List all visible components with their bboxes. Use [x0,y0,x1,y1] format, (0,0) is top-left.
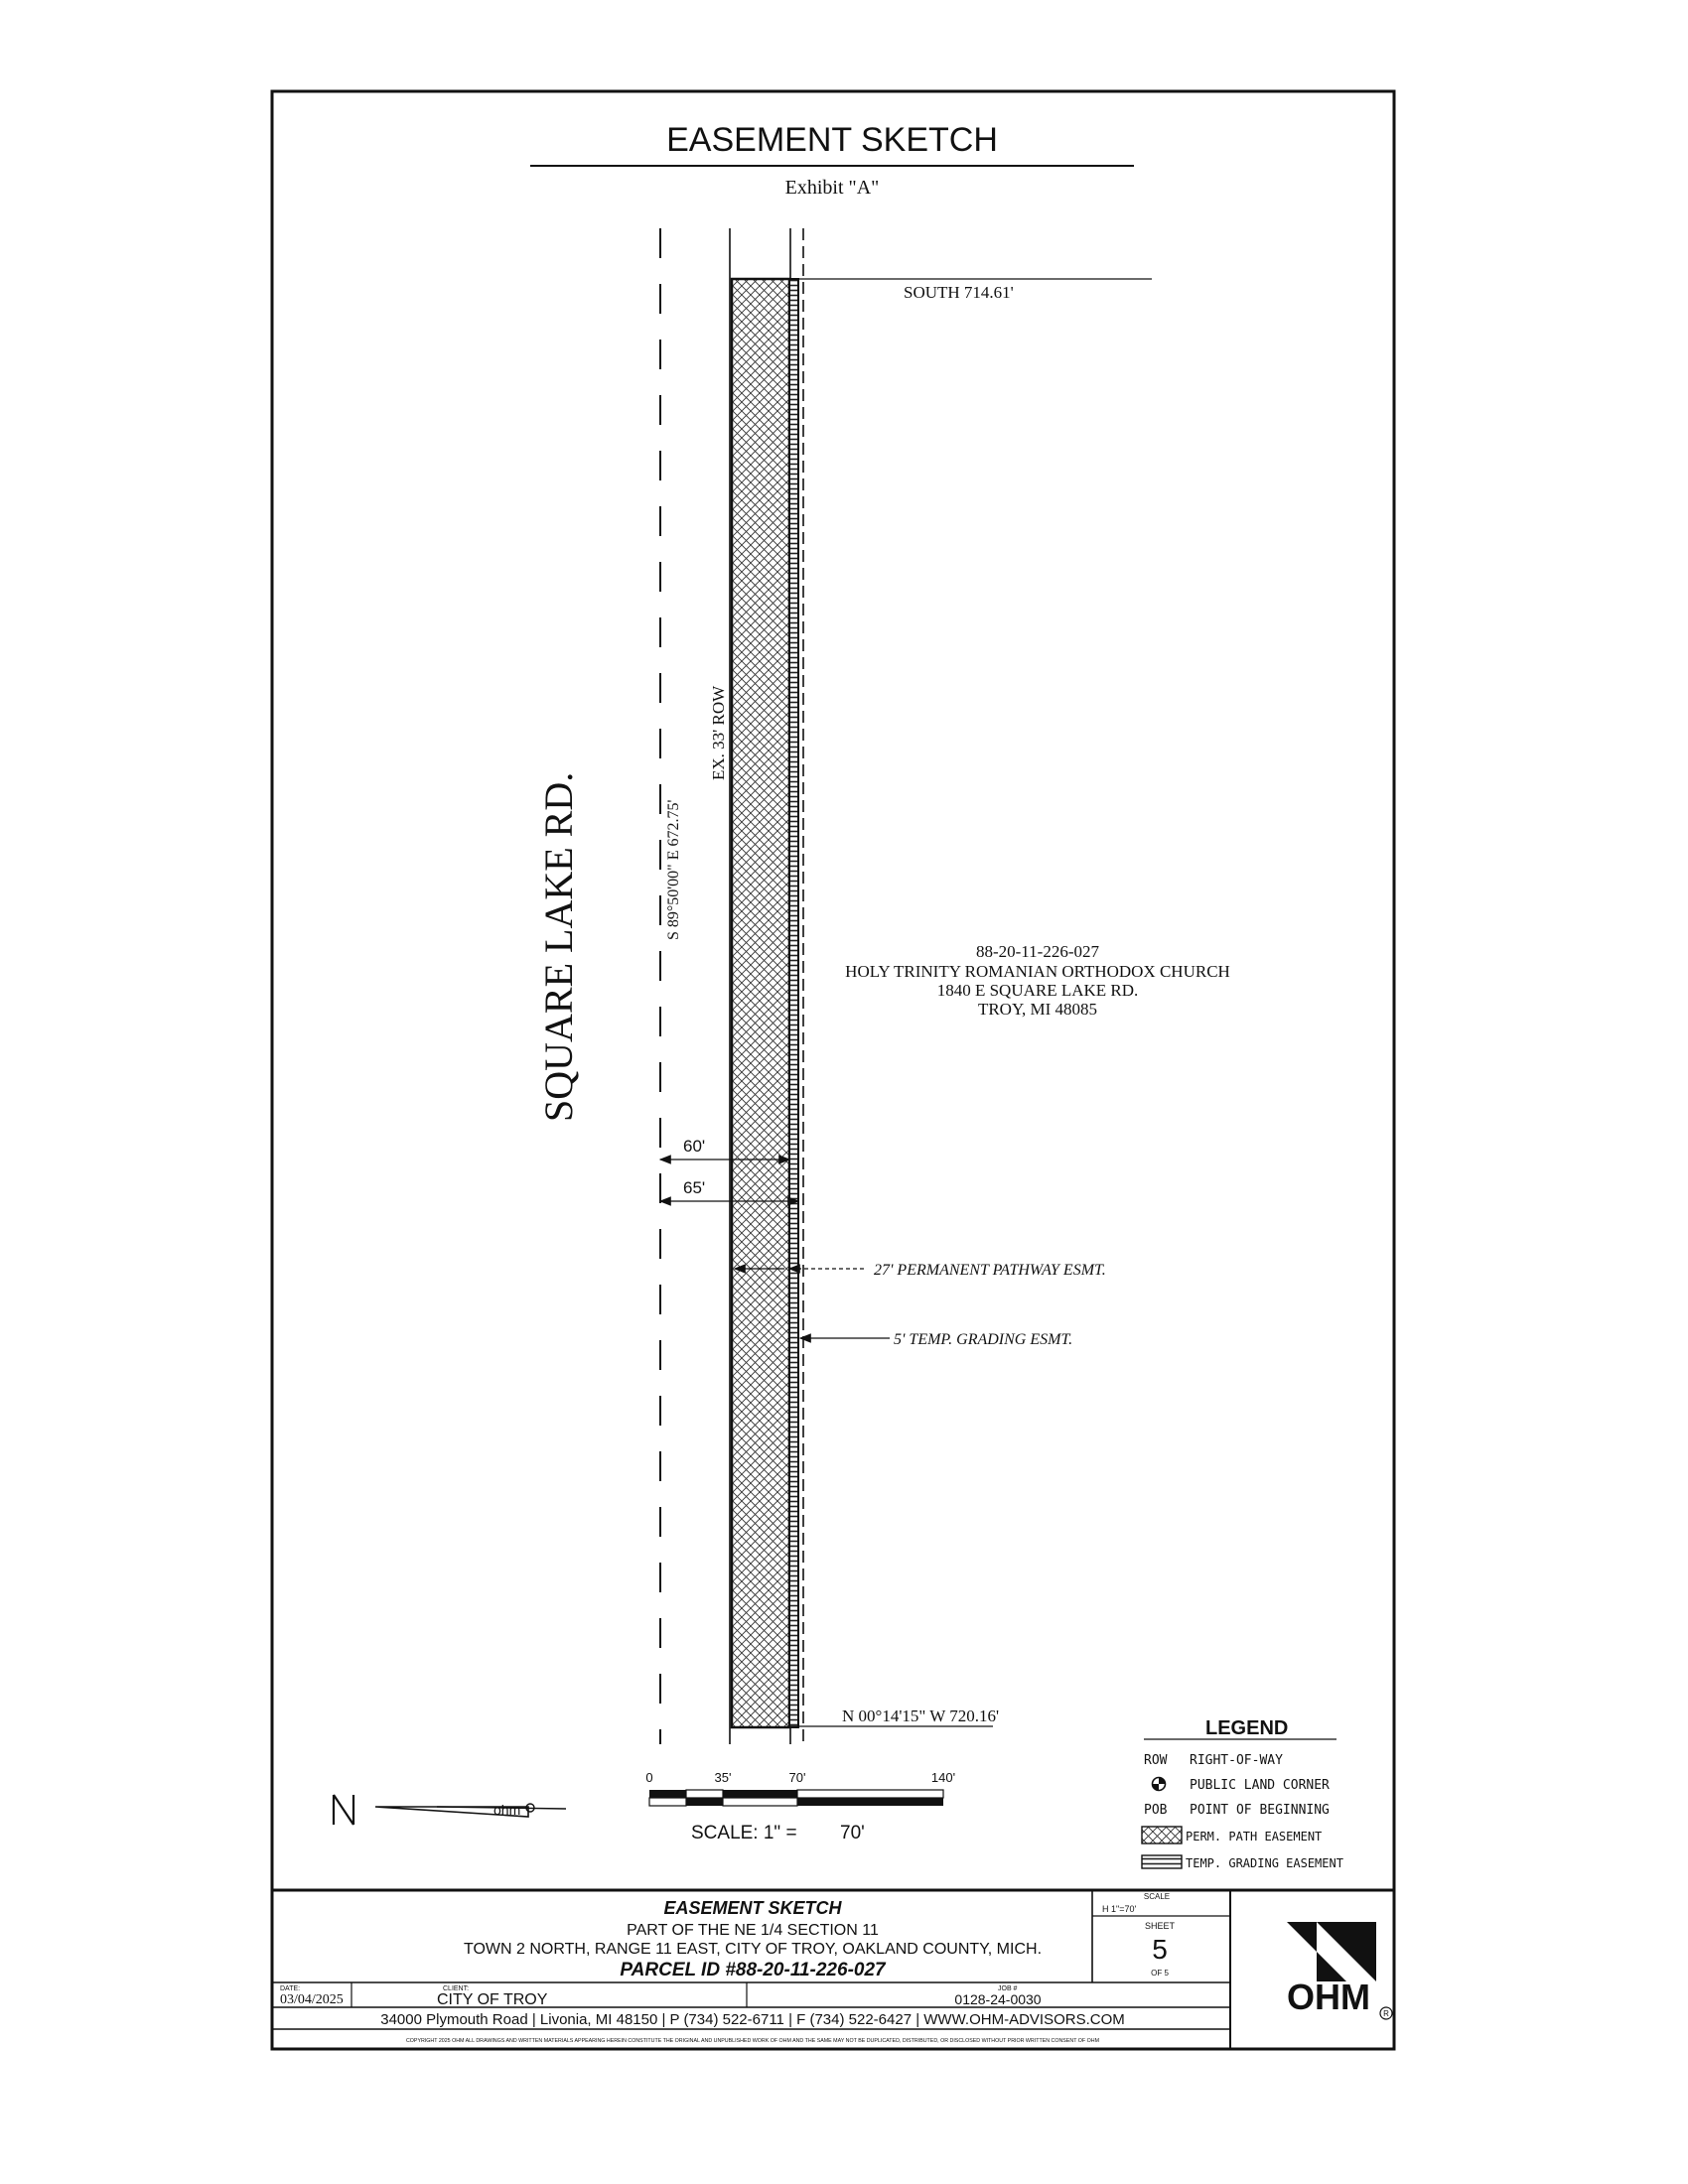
tb-client-label: CLIENT: [443,1985,470,1992]
scale-bar [645,1770,955,1843]
scale-tick-35: 35' [714,1770,732,1785]
scale-seg-1 [649,1790,686,1798]
north-arrow-brand: ohm [493,1802,521,1818]
legend-text-perm: PERM. PATH EASEMENT [1186,1830,1323,1843]
tb-job: 0128-24-0030 [954,1991,1042,2007]
parcel-city: TROY, MI 48085 [977,1000,1098,1019]
scale-tick-0: 0 [645,1770,653,1785]
parcel-owner: HOLY TRINITY ROMANIAN ORTHODOX CHURCH [845,962,1230,981]
row-label: EX. 33' ROW [709,685,728,780]
legend-title: LEGEND [1205,1717,1289,1739]
dim-65-label: 65' [683,1178,706,1197]
legend-abbr-row: ROW [1144,1753,1168,1768]
tb-date: 03/04/2025 [280,1992,344,2007]
legend-temp-swatch [1142,1855,1182,1868]
legend-text-row: RIGHT-OF-WAY [1190,1753,1283,1768]
tb-scale-label: SCALE [1143,1892,1171,1901]
temp-grading-easement [789,279,798,1727]
tb-parcel-id: PARCEL ID #88-20-11-226-027 [620,1960,886,1980]
ohm-logo-text: OHM [1287,1977,1370,2017]
legend-perm-swatch [1142,1827,1182,1843]
scale-seg-8 [797,1798,943,1806]
tb-date-label: DATE: [280,1985,301,1992]
scale-value: 70' [840,1823,865,1843]
legend-text-pob: POINT OF BEGINNING [1190,1803,1330,1818]
dim-60-label: 60' [683,1137,706,1156]
scale-seg-2 [686,1790,723,1798]
centerline-bearing: S 89°50'00" E 672.75' [665,799,682,940]
scale-seg-6 [686,1798,723,1806]
parcel-number: 88-20-11-226-027 [975,942,1100,961]
public-land-corner-icon [1153,1778,1166,1791]
tb-sheet-label: SHEET [1144,1921,1176,1931]
north-arrow-letter [334,1795,353,1825]
temp-callout-text: 5' TEMP. GRADING ESMT. [894,1331,1073,1348]
title-block [272,1890,1394,2049]
legend-text-plc: PUBLIC LAND CORNER [1190,1778,1330,1793]
tb-job-label: JOB # [998,1985,1018,1992]
tb-line2: TOWN 2 NORTH, RANGE 11 EAST, CITY OF TROY, OAKLAND COUNTY, MICH. [463,1941,1043,1958]
tb-sheet-of: OF 5 [1151,1969,1169,1978]
scale-tick-140: 140' [930,1770,956,1785]
top-call-text: SOUTH 714.61' [904,283,1014,302]
scale-seg-5 [649,1798,686,1806]
tb-copyright: COPYRIGHT 2025 OHM ALL DRAWINGS AND WRITTEN MATERIALS APPEARING HEREIN CONSTITUTE THE ORIGINAL AND UNPUBLISHED WORK OF OHM AND THE SAME MAY NOT BE DUPLICATED, DISTRIBUTED, OR DISCLOSED WITHOUT PRIOR WRITTEN CONSENT OF OHM [405,2038,1100,2044]
tb-client: CITY OF TROY [437,1991,548,2008]
tb-line1: PART OF THE NE 1/4 SECTION 11 [627,1922,879,1939]
legend-abbr-pob: POB [1144,1803,1168,1818]
scale-seg-7 [723,1798,797,1806]
exhibit-label: Exhibit "A" [784,177,880,199]
sketch-title: EASEMENT SKETCH [666,121,998,159]
scale-seg-3 [723,1790,797,1798]
scale-tick-70: 70' [788,1770,806,1785]
registered-mark-text: R [1383,2009,1389,2018]
scale-seg-4 [797,1790,943,1798]
road-name: SQUARE LAKE RD. [536,771,581,1122]
perm-callout-text: 27' PERMANENT PATHWAY ESMT. [874,1262,1106,1279]
legend [1142,1717,1343,1870]
bottom-call-text: N 00°14'15" W 720.16' [842,1706,1000,1725]
tb-sheet-number: 5 [1152,1934,1168,1965]
tb-address: 34000 Plymouth Road | Livonia, MI 48150 | P (734) 522-6711 | F (734) 522-6427 | WWW.OHM-ADVISORS.COM [380,2011,1125,2028]
scale-label: SCALE: 1" = [691,1823,797,1843]
north-arrow [334,1795,566,1825]
permanent-pathway-easement [732,279,789,1727]
parcel-address: 1840 E SQUARE LAKE RD. [936,981,1139,1000]
ohm-logo [1287,1922,1392,2019]
tb-title: EASEMENT SKETCH [663,1898,842,1918]
legend-text-temp: TEMP. GRADING EASEMENT [1186,1856,1343,1870]
tb-scale-value: H 1"=70' [1102,1904,1137,1914]
